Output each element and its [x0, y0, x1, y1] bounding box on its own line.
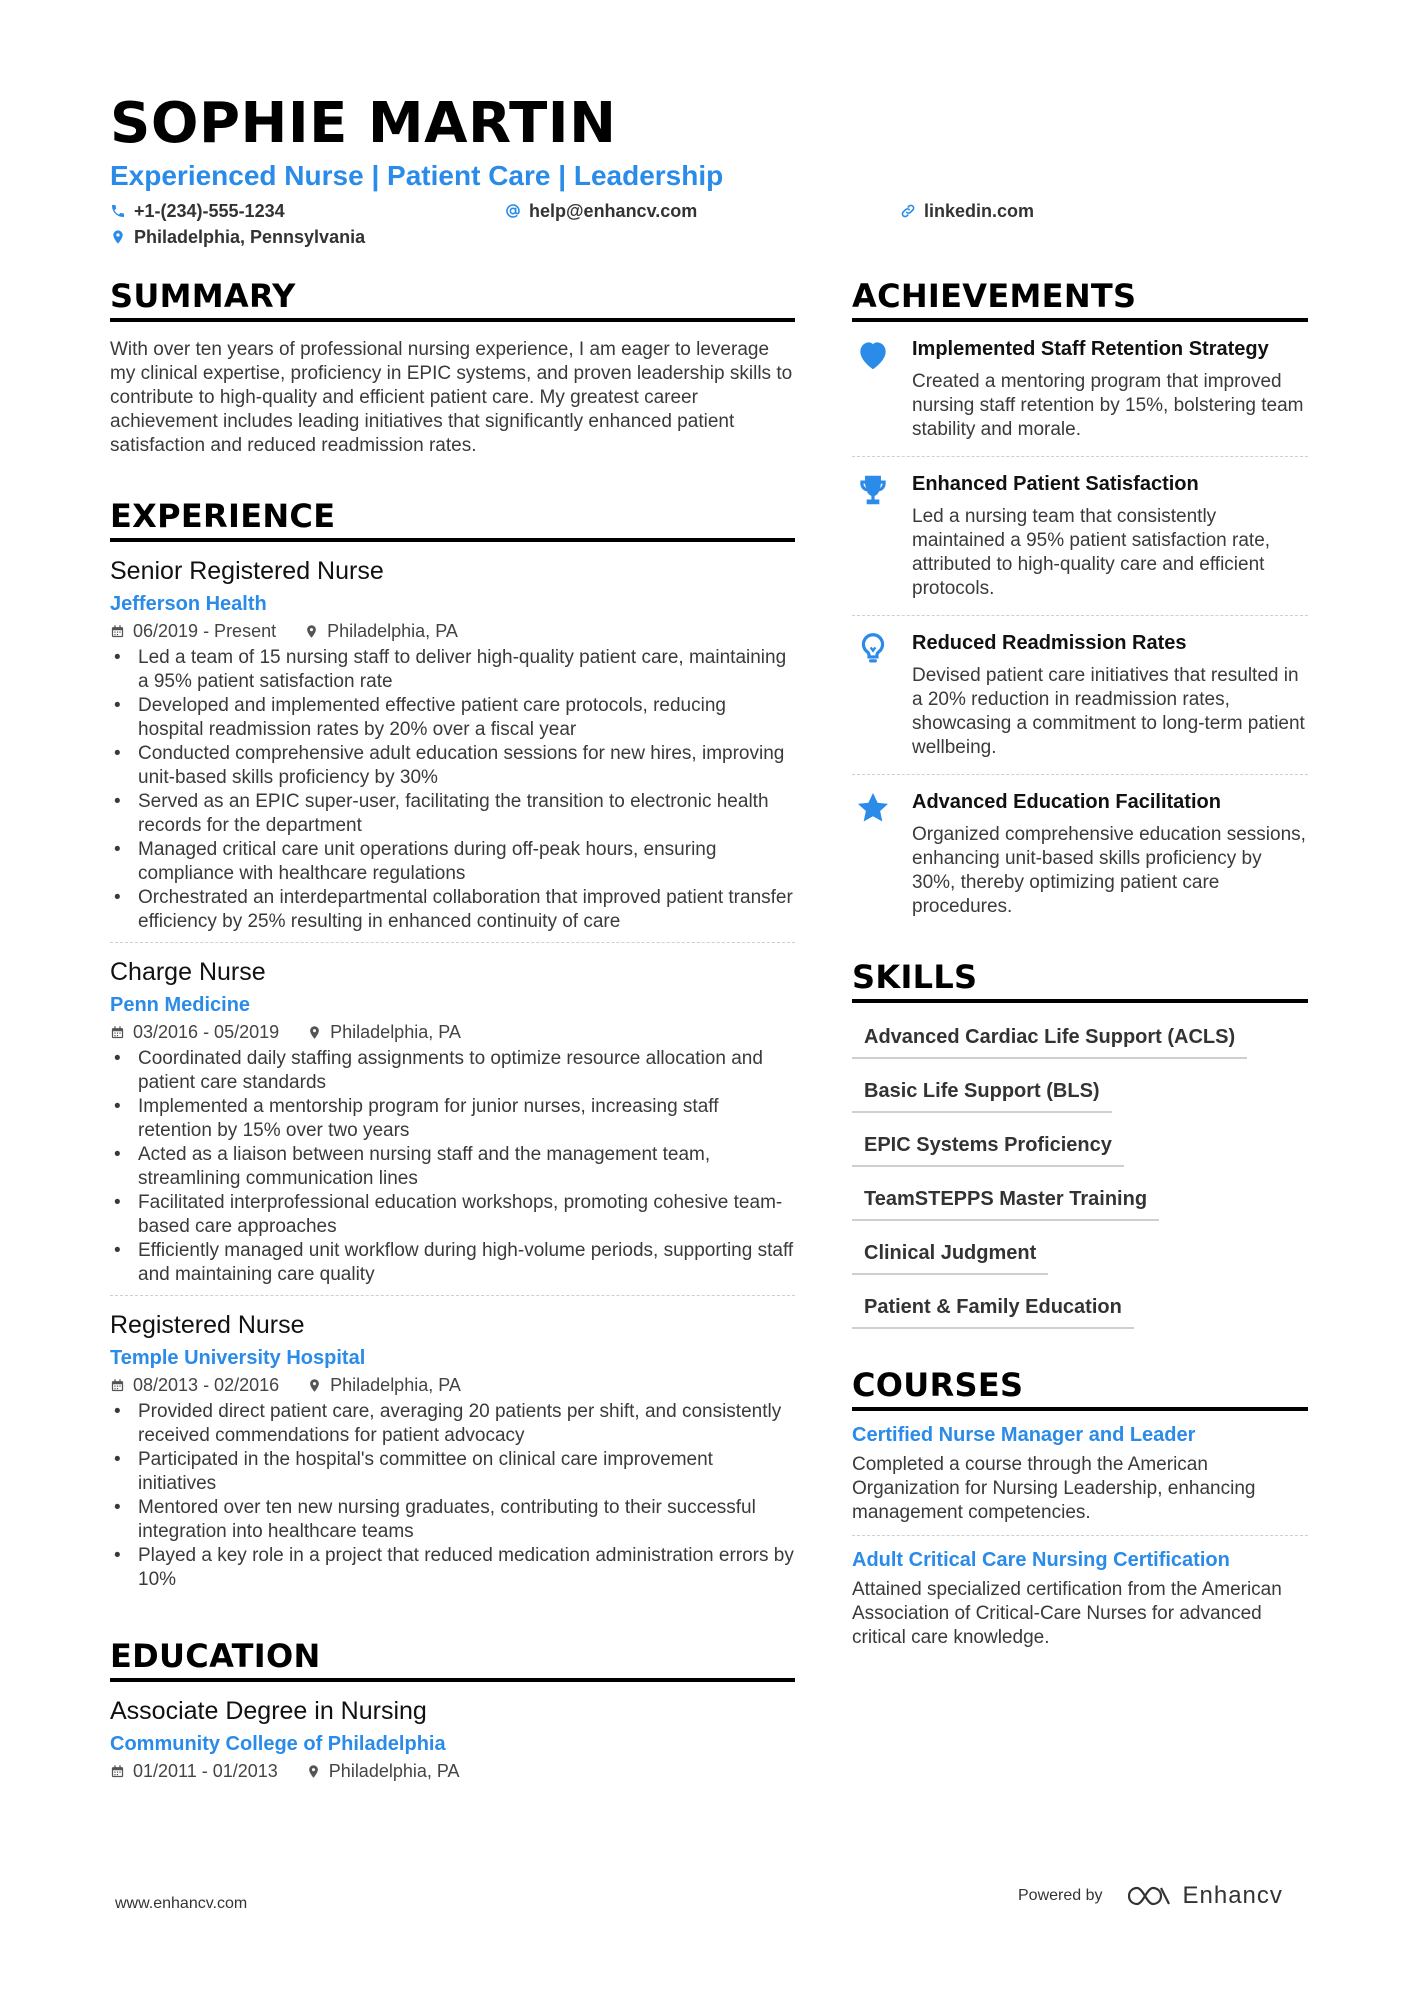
job-entry	[110, 942, 795, 1295]
left-column	[110, 277, 795, 1790]
course-desc: Attained specialized certification from the American Association of Critical-Care Nurses for advanced critical care knowledge.	[852, 1579, 1282, 1648]
job-bullets	[110, 646, 795, 934]
location-pin-icon	[307, 1378, 322, 1393]
experience-heading: EXPERIENCE	[110, 500, 795, 542]
skills-heading: SKILLS	[852, 961, 1308, 1003]
job-meta	[110, 620, 795, 642]
achievement-item	[852, 322, 1308, 456]
location-pin-icon	[306, 1764, 321, 1779]
achievement-desc: Created a mentoring program that improved nursing staff retention by 15%, bolstering team stability and morale.	[912, 371, 1304, 440]
achievements-heading: ACHIEVEMENTS	[852, 280, 1308, 322]
star-icon	[854, 789, 892, 827]
right-column	[852, 277, 1308, 1660]
contact-email[interactable]	[505, 202, 697, 220]
bullet-item: • Served as an EPIC super-user, facilitating the transition to electronic health records for the department	[110, 790, 795, 838]
bullet-item: • Facilitated interprofessional education workshops, promoting cohesive team-based care approaches	[110, 1191, 795, 1239]
education-location	[306, 1760, 460, 1782]
achievement-item	[852, 456, 1308, 615]
achievement-desc: Organized comprehensive education sessions, enhancing unit-based skills proficiency by 30%, thereby optimizing patient care procedures.	[912, 824, 1306, 917]
job-title: Registered Nurse	[110, 1311, 305, 1339]
contact-location	[110, 228, 365, 246]
education-dates-text: 01/2011 - 01/2013	[133, 1761, 278, 1781]
bullet-item: • Coordinated daily staffing assignments to optimize resource allocation and patient care standards	[110, 1047, 795, 1095]
job-dates-text: 06/2019 - Present	[133, 621, 277, 641]
courses-heading: COURSES	[852, 1369, 1308, 1411]
summary-section	[110, 277, 795, 458]
job-location-text: Philadelphia, PA	[327, 621, 458, 641]
location-pin-icon	[304, 624, 319, 639]
skill-tag: EPIC Systems Proficiency	[852, 1125, 1124, 1167]
achievement-desc: Led a nursing team that consistently maintained a 95% patient satisfaction rate, attributed to high-quality care and efficient protocols.	[912, 506, 1271, 599]
skill-tag: Patient & Family Education	[852, 1287, 1134, 1329]
bullet-item: • Efficiently managed unit workflow during high-volume periods, supporting staff and maintaining care quality	[110, 1239, 795, 1287]
achievement-icon-wrap	[852, 789, 912, 919]
bullet-item: • Implemented a mentorship program for junior nurses, increasing staff retention by 15% over two years	[110, 1095, 795, 1143]
job-dates	[110, 1374, 279, 1396]
achievement-title: Reduced Readmission Rates	[912, 632, 1187, 654]
bullet-item: • Played a key role in a project that reduced medication administration errors by 10%	[110, 1544, 795, 1592]
brand-name: Enhancv	[1182, 1882, 1283, 1909]
phone-icon	[110, 203, 126, 219]
achievements-section	[852, 277, 1308, 933]
job-entry	[110, 556, 795, 942]
skill-tag: TeamSTEPPS Master Training	[852, 1179, 1159, 1221]
job-bullets	[110, 1400, 795, 1592]
skill-tag: Basic Life Support (BLS)	[852, 1071, 1112, 1113]
education-heading: EDUCATION	[110, 1640, 795, 1682]
bullet-item: • Orchestrated an interdepartmental collaboration that improved patient transfer efficiency by 25% resulting in enhanced continuity of care	[110, 886, 795, 934]
skill-tag: Advanced Cardiac Life Support (ACLS)	[852, 1017, 1247, 1059]
contact-linkedin[interactable]	[900, 202, 1034, 220]
achievement-content	[912, 630, 1308, 760]
location-pin-icon	[307, 1025, 322, 1040]
achievement-title: Advanced Education Facilitation	[912, 791, 1221, 813]
course-item	[852, 1535, 1308, 1660]
education-meta	[110, 1760, 795, 1782]
bullet-item: • Developed and implemented effective patient care protocols, reducing hospital readmission rates by 20% over a fiscal year	[110, 694, 795, 742]
education-dates	[110, 1760, 278, 1782]
bullet-item: • Participated in the hospital's committee on clinical care improvement initiatives	[110, 1448, 795, 1496]
achievement-item	[852, 774, 1308, 933]
experience-section	[110, 497, 795, 1600]
bullet-item: • Conducted comprehensive adult education sessions for new hires, improving unit-based skills proficiency by 30%	[110, 742, 795, 790]
summary-heading: SUMMARY	[110, 280, 795, 322]
footer-branding	[1018, 1882, 1283, 1910]
job-location-text: Philadelphia, PA	[330, 1022, 461, 1042]
candidate-tagline: Experienced Nurse | Patient Care | Leadership	[110, 160, 724, 191]
education-section	[110, 1637, 795, 1790]
course-item	[852, 1411, 1308, 1535]
enhancv-logo-icon	[1125, 1882, 1173, 1910]
courses-section	[852, 1366, 1308, 1660]
candidate-name: SOPHIE MARTIN	[110, 91, 617, 156]
job-location	[307, 1021, 461, 1043]
brand-logo[interactable]	[1125, 1882, 1283, 1910]
school-name: Community College of Philadelphia	[110, 1733, 446, 1755]
bullet-item: • Led a team of 15 nursing staff to deliver high-quality patient care, maintaining a 95% patient satisfaction rate	[110, 646, 795, 694]
bullet-item: • Provided direct patient care, averaging 20 patients per shift, and consistently received commendations for patient advocacy	[110, 1400, 795, 1448]
phone-text: +1-(234)-555-1234	[134, 201, 285, 221]
achievement-title: Enhanced Patient Satisfaction	[912, 473, 1199, 495]
education-location-text: Philadelphia, PA	[328, 1761, 460, 1781]
link-icon	[900, 203, 916, 219]
achievement-content	[912, 471, 1308, 601]
achievement-desc: Devised patient care initiatives that resulted in a 20% reduction in readmission rates, showcasing a commitment to long-term patient wellbeing.	[912, 665, 1305, 758]
achievement-item	[852, 615, 1308, 774]
skills-list	[852, 1017, 1308, 1341]
heart-icon	[854, 336, 892, 374]
calendar-icon	[110, 1378, 125, 1393]
skills-section	[852, 958, 1308, 1341]
footer-website[interactable]: www.enhancv.com	[115, 1895, 248, 1912]
course-title: Adult Critical Care Nursing Certification	[852, 1549, 1230, 1571]
calendar-icon	[110, 1025, 125, 1040]
job-meta	[110, 1374, 795, 1396]
job-location	[304, 620, 458, 642]
achievement-icon-wrap	[852, 336, 912, 442]
course-desc: Completed a course through the American Organization for Nursing Leadership, enhancing management competencies.	[852, 1454, 1256, 1523]
contact-phone[interactable]	[110, 202, 285, 220]
location-pin-icon	[110, 229, 126, 245]
job-dates	[110, 620, 276, 642]
job-dates	[110, 1021, 279, 1043]
job-company: Jefferson Health	[110, 593, 267, 615]
achievement-content	[912, 789, 1308, 919]
email-text: help@enhancv.com	[529, 201, 698, 221]
linkedin-text: linkedin.com	[924, 201, 1035, 221]
trophy-icon	[854, 471, 892, 509]
achievement-content	[912, 336, 1308, 442]
powered-by-text: Powered by	[1018, 1887, 1103, 1904]
education-entry	[110, 1696, 795, 1790]
bullet-item: • Acted as a liaison between nursing staff and the management team, streamlining communication lines	[110, 1143, 795, 1191]
course-title: Certified Nurse Manager and Leader	[852, 1424, 1196, 1446]
calendar-icon	[110, 1764, 125, 1779]
calendar-icon	[110, 624, 125, 639]
skill-tag: Clinical Judgment	[852, 1233, 1048, 1275]
achievement-title: Implemented Staff Retention Strategy	[912, 338, 1269, 360]
lightbulb-icon	[854, 630, 892, 668]
job-bullets	[110, 1047, 795, 1287]
job-company: Penn Medicine	[110, 994, 251, 1016]
job-title: Charge Nurse	[110, 958, 266, 986]
location-text: Philadelphia, Pennsylvania	[134, 227, 366, 247]
job-title: Senior Registered Nurse	[110, 557, 384, 585]
achievement-icon-wrap	[852, 630, 912, 760]
bullet-item: • Managed critical care unit operations during off-peak hours, ensuring compliance with healthcare regulations	[110, 838, 795, 886]
degree-title: Associate Degree in Nursing	[110, 1697, 427, 1725]
summary-text: With over ten years of professional nursing experience, I am eager to leverage my clinical expertise, proficiency in EPIC systems, and proven leadership skills to contribute to high-quality and efficient patient care. My greatest career achievement includes leading initiatives that significantly enhanced patient satisfaction and reduced readmission rates.	[110, 339, 793, 456]
job-dates-text: 03/2016 - 05/2019	[133, 1022, 280, 1042]
job-dates-text: 08/2013 - 02/2016	[133, 1375, 280, 1395]
at-icon	[505, 203, 521, 219]
job-meta	[110, 1021, 795, 1043]
job-company: Temple University Hospital	[110, 1347, 366, 1369]
achievement-icon-wrap	[852, 471, 912, 601]
bullet-item: • Mentored over ten new nursing graduates, contributing to their successful integration into healthcare teams	[110, 1496, 795, 1544]
job-location-text: Philadelphia, PA	[330, 1375, 461, 1395]
job-location	[307, 1374, 461, 1396]
job-entry	[110, 1295, 795, 1600]
